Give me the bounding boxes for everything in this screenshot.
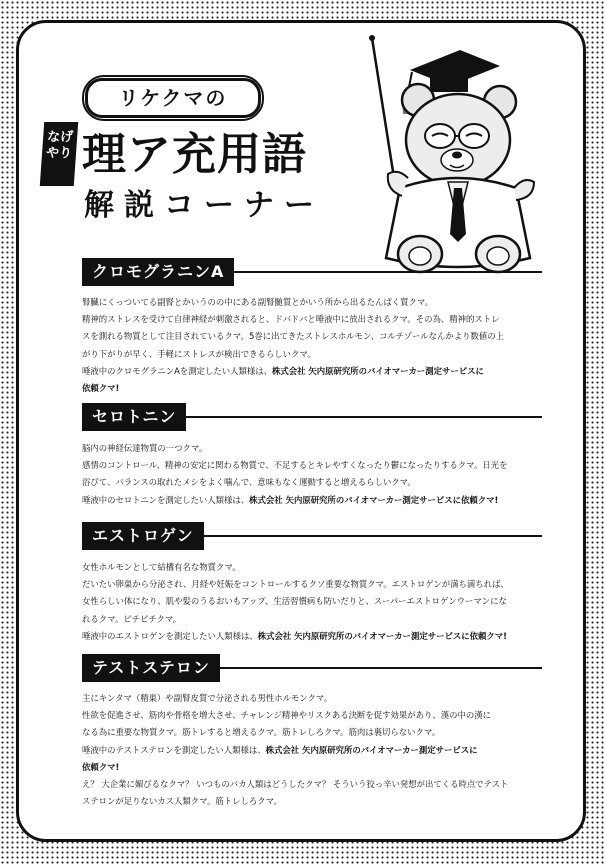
cta-line: [82, 363, 524, 380]
cta-bold: 株式会社 矢内原研究所のバイオマーカー測定サービスに: [271, 365, 484, 376]
section-header-row: [82, 403, 542, 431]
cta-bold: 株式会社 矢内原研究所のバイオマーカー測定サービスに: [265, 744, 478, 755]
body-line: 脳内の神経伝達物質の一つクマ。: [82, 443, 208, 453]
cta-line: [82, 759, 524, 776]
series-badge: [85, 78, 261, 118]
cta-bold: 依頼クマ!: [82, 383, 120, 394]
page-subtitle: 解説コーナー: [84, 188, 324, 223]
body-line: 浴びて、バランスの取れたメシをよく噛んで、意味もなく運動すると増えるらしいクマ。: [82, 477, 416, 488]
cta-bold: 依頼クマ!: [82, 761, 120, 772]
cta-line: [82, 380, 524, 397]
badge-text: リケクマの: [118, 86, 228, 110]
body-line: だいたい卵巣から分泌され、月経や妊娠をコントロールするクソ重要な物質クマ。エストロゲンが満ち満ちれば、: [82, 579, 509, 590]
cta-plain: 唾液中のテストステロンを測定したい人類様は、: [82, 744, 266, 755]
section-heading-estrogen: エストロゲン: [82, 522, 204, 550]
body-line: 性欲を促進させ、筋肉や骨格を増大させ、チャレンジ精神やリスクある決断を促す効果があり、漢の中の漢に: [82, 710, 492, 721]
cta-bold: 株式会社 矢内原研究所のバイオマーカー測定サービスに依頼クマ!: [249, 494, 499, 505]
section-header-row: [82, 522, 542, 550]
section-body-estrogen: [82, 559, 524, 645]
cta-plain: 唾液中のセロトニンを測定したい人類様は、: [82, 494, 250, 505]
body-line: 女性らしい体になり、肌や髪のうるおいもアップ、生活習慣病も防いだりと、スーパーエストロゲンウーマンにな: [82, 596, 507, 607]
badge-ring: [82, 75, 264, 121]
cta-line: [82, 742, 524, 759]
body-line: れるクマ。ピチピチクマ。: [82, 613, 182, 624]
section-body-chromogranin: [82, 294, 524, 397]
body-line: ステロンが足りないカス人類クマ。筋トレしろクマ。: [82, 796, 282, 807]
cta-bold: 株式会社 矢内原研究所のバイオマーカー測定サービスに依頼クマ!: [257, 630, 507, 641]
body-line: 女性ホルモンとして結構有名な物質クマ。: [82, 562, 241, 572]
body-line: 感情のコントロール、精神の安定に関わる物質で、不足するとキレやすくなったり鬱になったりするクマ。日光を: [82, 460, 508, 471]
title-block: [40, 72, 370, 222]
cta-plain: 唾液中のクロモグラニンAを測定したい人類様は、: [82, 365, 272, 376]
section-heading-serotonin: セロトニン: [82, 403, 186, 431]
body-line: 腎臓にくっついてる副腎とかいうのの中にある副腎髄質とかいう所から出るたんぱく質クマ。: [82, 297, 434, 307]
body-line: 精神的ストレスを受けて自律神経が刺激されると、ドバドバと唾液中に放出されるクマ。その為、精神的ストレ: [82, 314, 500, 325]
section-body-serotonin: [82, 440, 524, 509]
professor-bear-illustration: [350, 28, 540, 278]
section-heading-chromogranin: クロモグラニンA: [82, 258, 234, 286]
section-heading-testosterone: テストステロン: [82, 654, 220, 682]
section-header-row: [82, 654, 542, 682]
body-line: なる為に重要な物質クマ。筋トレすると増えるクマ。筋トレしろクマ。筋肉は裏切らないクマ。: [82, 727, 441, 738]
body-line: スを測れる物質として注目されているクマ。5巻に出てきたストレスホルモン、コルチゾールなんかより数値の上: [82, 331, 504, 342]
cta-plain: 唾液中のエストロゲンを測定したい人類様は、: [82, 630, 258, 641]
nageyari-tag: [40, 122, 78, 186]
section-header-row: [82, 258, 542, 286]
page-title: 理ア充用語: [82, 129, 307, 180]
body-line: 主にキンタマ（精巣）や副腎皮質で分泌される男性ホルモンクマ。: [82, 693, 333, 703]
body-line: え？ 大企業に媚びるなクマ？ いつものバカ人類はどうしたクマ？ そういう狡っ辛い発想が出てくる時点でテスト: [82, 779, 509, 790]
tag-line-1: なげ: [46, 130, 74, 145]
body-line: がり下がりが早く、手軽にストレスが検出できるらしいクマ。: [82, 348, 316, 359]
cta-line: [82, 492, 524, 509]
section-body-testosterone: [82, 690, 524, 810]
cta-line: [82, 628, 524, 645]
tag-line-2: やり: [45, 146, 73, 161]
